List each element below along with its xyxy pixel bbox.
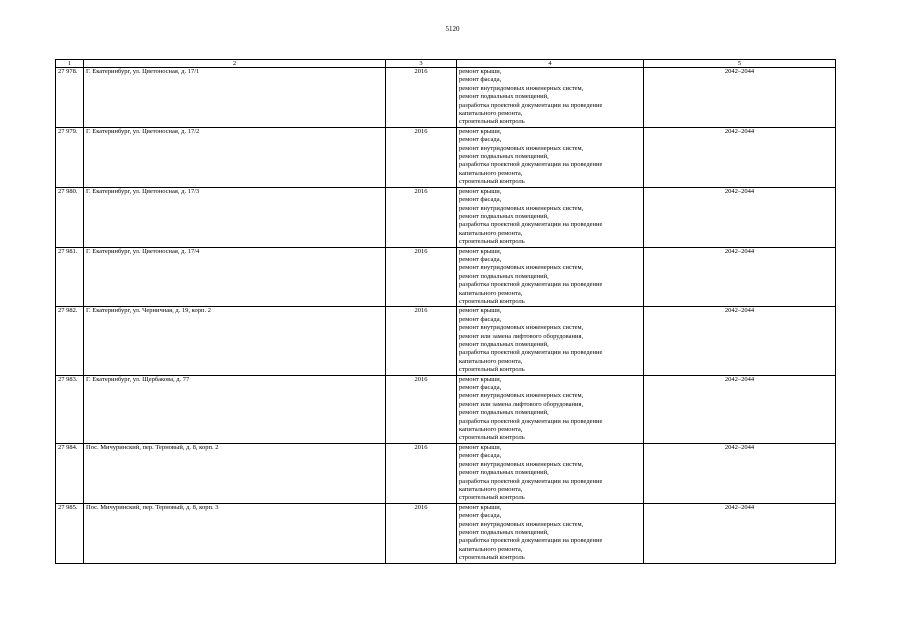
work-item: ремонт фасада,	[459, 512, 502, 520]
column-header-5: 5	[644, 60, 836, 68]
work-item: капитального ремонта,	[459, 485, 523, 493]
work-item: ремонт крыши,	[459, 187, 502, 195]
row-works-list	[457, 187, 644, 247]
work-item: разработка проектной документации на проведение	[459, 281, 603, 289]
row-works-list	[457, 68, 644, 128]
work-item: строительный контроль	[459, 366, 525, 374]
work-item: ремонт внутридомовых инженерных систем,	[459, 84, 584, 92]
work-item: ремонт подвальных помещений,	[459, 93, 549, 101]
row-year: 2016	[386, 443, 457, 503]
row-address: Г. Екатеринбург, ул. Черничная, д. 19, корп. 2	[84, 307, 386, 375]
table-row	[56, 68, 836, 128]
row-address: Г. Екатеринбург, ул. Щербакова, д. 77	[84, 375, 386, 443]
work-item: капитального ремонта,	[459, 426, 523, 434]
work-item: капитального ремонта,	[459, 229, 523, 237]
row-works-list	[457, 443, 644, 503]
work-item: строительный контроль	[459, 118, 525, 126]
row-works-list	[457, 375, 644, 443]
row-address: Г. Екатеринбург, ул. Цветоносная, д. 17/2	[84, 127, 386, 187]
row-works-list	[457, 307, 644, 375]
work-item: строительный контроль	[459, 494, 525, 502]
row-period: 2042–2044	[644, 68, 836, 128]
row-works-list	[457, 247, 644, 307]
row-period: 2042–2044	[644, 443, 836, 503]
work-item: ремонт внутридомовых инженерных систем,	[459, 204, 584, 212]
work-item: ремонт или замена лифтового оборудования,	[459, 332, 584, 340]
work-item: ремонт крыши,	[459, 127, 502, 135]
work-item: строительный контроль	[459, 297, 525, 305]
table-row	[56, 307, 836, 375]
work-item: строительный контроль	[459, 554, 525, 562]
column-header-1: 1	[56, 60, 84, 68]
work-item: капитального ремонта,	[459, 357, 523, 365]
table-row	[56, 503, 836, 563]
row-address: Г. Екатеринбург, ул. Цветоносная, д. 17/4	[84, 247, 386, 307]
row-number: 27 979.	[56, 127, 84, 187]
work-item: разработка проектной документации на проведение	[459, 417, 603, 425]
work-item: разработка проектной документации на проведение	[459, 221, 603, 229]
row-number: 27 981.	[56, 247, 84, 307]
work-item: ремонт подвальных помещений,	[459, 528, 549, 536]
work-item: разработка проектной документации на проведение	[459, 101, 603, 109]
work-item: разработка проектной документации на проведение	[459, 537, 603, 545]
work-item: разработка проектной документации на проведение	[459, 349, 603, 357]
row-period: 2042–2044	[644, 307, 836, 375]
row-year: 2016	[386, 187, 457, 247]
work-item: ремонт фасада,	[459, 255, 502, 263]
work-item: разработка проектной документации на проведение	[459, 161, 603, 169]
row-number: 27 985.	[56, 503, 84, 563]
work-item: ремонт внутридомовых инженерных систем,	[459, 520, 584, 528]
work-item: ремонт внутридомовых инженерных систем,	[459, 392, 584, 400]
row-year: 2016	[386, 247, 457, 307]
row-number: 27 983.	[56, 375, 84, 443]
row-works-list	[457, 503, 644, 563]
row-period: 2042–2044	[644, 503, 836, 563]
row-number: 27 982.	[56, 307, 84, 375]
row-year: 2016	[386, 127, 457, 187]
row-works-list	[457, 127, 644, 187]
work-item: капитального ремонта,	[459, 110, 523, 118]
work-item: ремонт фасада,	[459, 384, 502, 392]
work-item: ремонт крыши,	[459, 68, 502, 75]
work-item: ремонт внутридомовых инженерных систем,	[459, 460, 584, 468]
row-number: 27 978.	[56, 68, 84, 128]
repair-schedule-table	[55, 59, 836, 564]
work-item: капитального ремонта,	[459, 545, 523, 553]
work-item: капитального ремонта,	[459, 289, 523, 297]
work-item: ремонт внутридомовых инженерных систем,	[459, 144, 584, 152]
work-item: ремонт крыши,	[459, 247, 502, 255]
column-header-3: 3	[386, 60, 457, 68]
table-row	[56, 187, 836, 247]
row-year: 2016	[386, 375, 457, 443]
row-period: 2042–2044	[644, 127, 836, 187]
table-row	[56, 247, 836, 307]
row-address: Пос. Мичуринский, пер. Терновый, д. 8, корп. 3	[84, 503, 386, 563]
work-item: ремонт фасада,	[459, 136, 502, 144]
work-item: капитального ремонта,	[459, 169, 523, 177]
work-item: ремонт крыши,	[459, 503, 502, 511]
work-item: строительный контроль	[459, 434, 525, 442]
column-header-2: 2	[84, 60, 386, 68]
work-item: ремонт подвальных помещений,	[459, 212, 549, 220]
work-item: ремонт подвальных помещений,	[459, 409, 549, 417]
table-row	[56, 127, 836, 187]
work-item: строительный контроль	[459, 238, 525, 246]
row-year: 2016	[386, 307, 457, 375]
work-item: разработка проектной документации на проведение	[459, 477, 603, 485]
row-number: 27 984.	[56, 443, 84, 503]
work-item: ремонт фасада,	[459, 315, 502, 323]
row-address: Г. Екатеринбург, ул. Цветоносная, д. 17/3	[84, 187, 386, 247]
column-header-row	[56, 60, 836, 68]
work-item: ремонт крыши,	[459, 307, 502, 315]
row-number: 27 980.	[56, 187, 84, 247]
table-row	[56, 443, 836, 503]
row-period: 2042–2044	[644, 187, 836, 247]
row-address: Г. Екатеринбург, ул. Цветоносная, д. 17/1	[84, 68, 386, 128]
work-item: ремонт фасада,	[459, 452, 502, 460]
row-year: 2016	[386, 503, 457, 563]
work-item: ремонт внутридомовых инженерных систем,	[459, 264, 584, 272]
work-item: ремонт фасада,	[459, 196, 502, 204]
work-item: строительный контроль	[459, 178, 525, 186]
work-item: ремонт подвальных помещений,	[459, 153, 549, 161]
column-header-4: 4	[457, 60, 644, 68]
table-row	[56, 375, 836, 443]
row-period: 2042–2044	[644, 375, 836, 443]
row-period: 2042–2044	[644, 247, 836, 307]
row-year: 2016	[386, 68, 457, 128]
work-item: ремонт фасада,	[459, 76, 502, 84]
work-item: ремонт крыши,	[459, 443, 502, 451]
row-address: Пос. Мичуринский, пер. Терновый, д. 8, корп. 2	[84, 443, 386, 503]
work-item: ремонт подвальных помещений,	[459, 272, 549, 280]
work-item: ремонт подвальных помещений,	[459, 341, 549, 348]
work-item: ремонт крыши,	[459, 375, 502, 383]
work-item: ремонт внутридомовых инженерных систем,	[459, 324, 584, 332]
work-item: ремонт или замена лифтового оборудования,	[459, 400, 584, 408]
work-item: ремонт подвальных помещений,	[459, 469, 549, 477]
page-number: 5120	[445, 25, 460, 33]
